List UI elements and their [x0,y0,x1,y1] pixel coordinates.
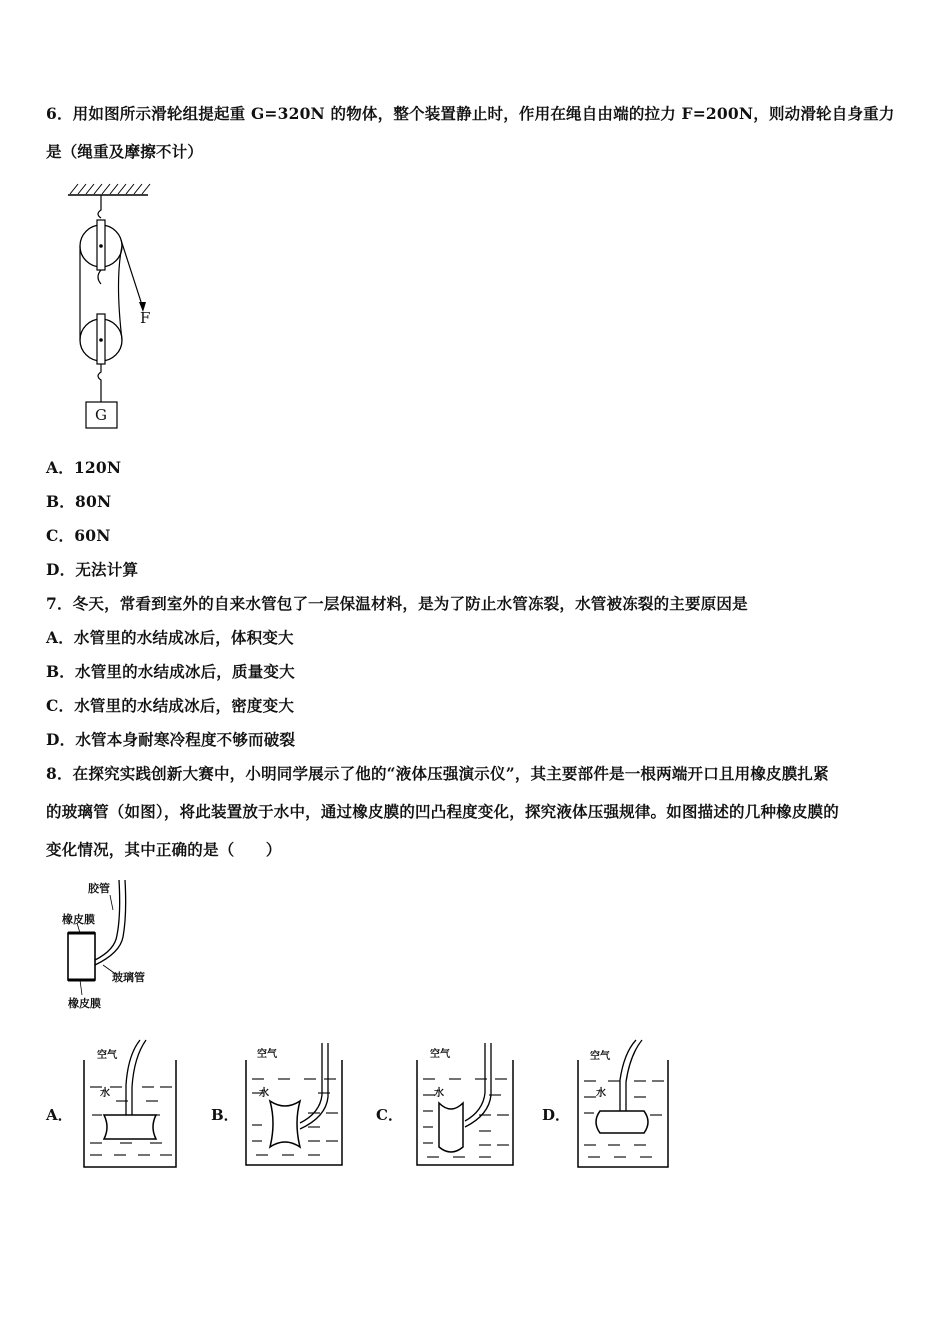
q7-option-b: B．水管里的水结成冰后，质量变大 [46,662,295,681]
choice-b-water-label: 水 [259,1088,269,1099]
q8-stem-line1: 8．在探究实践创新大赛中，小明同学展示了他的“液体压强演示仪”，其主要部件是一根两端开口且用橡皮膜扎紧 [46,764,829,783]
choice-d-water-label: 水 [596,1088,606,1099]
choice-d-air-label: 空气 [590,1051,610,1062]
choice-c-figure [413,1035,518,1170]
choice-a-water-label: 水 [100,1088,110,1099]
choice-a-letter: A． [46,1106,73,1124]
choice-b-air-label: 空气 [257,1049,277,1060]
tube-label: 胶管 [88,882,110,895]
choice-a-figure [80,1035,180,1170]
force-label: F [140,309,151,327]
choice-d-letter: D． [542,1106,571,1124]
q7-option-c: C．水管里的水结成冰后，密度变大 [46,696,295,715]
q6-option-d: D．无法计算 [46,560,139,579]
choice-c-letter: C． [376,1106,403,1124]
q6-stem-line1: 6．用如图所示滑轮组提起重 G=320N 的物体，整个装置静止时，作用在绳自由端的拉力 F=200N，则动滑轮自身重力 [46,104,895,123]
q8-stem-line3: 变化情况，其中正确的是（ ） [46,840,282,859]
q7-option-a: A．水管里的水结成冰后，体积变大 [46,628,294,647]
choice-a-air-label: 空气 [97,1050,117,1061]
choice-c-water-label: 水 [434,1088,444,1099]
choice-c-air-label: 空气 [430,1049,450,1060]
membrane-top-label: 橡皮膜 [62,913,95,926]
q8-stem-line2: 的玻璃管（如图），将此装置放于水中，通过橡皮膜的凹凸程度变化，探究液体压强规律。如图描述的几种橡皮膜的 [46,802,839,821]
q7-option-d: D．水管本身耐寒冷程度不够而破裂 [46,730,296,749]
weight-label: G [95,406,107,424]
q6-option-b: B．80N [46,492,112,511]
demo-device-diagram [55,875,175,1015]
glass-tube-label: 玻璃管 [112,971,145,984]
membrane-bottom-label: 橡皮膜 [68,997,101,1010]
q7-stem: 7．冬天，常看到室外的自来水管包了一层保温材料，是为了防止水管冻裂，水管被冻裂的主要原因是 [46,594,748,613]
q6-option-c: C．60N [46,526,111,545]
pulley-diagram [55,180,175,435]
choice-d-figure [574,1035,674,1170]
choice-b-letter: B． [211,1106,239,1124]
q6-option-a: A．120N [46,458,122,477]
q6-stem-line2: 是（绳重及摩擦不计） [46,142,204,161]
